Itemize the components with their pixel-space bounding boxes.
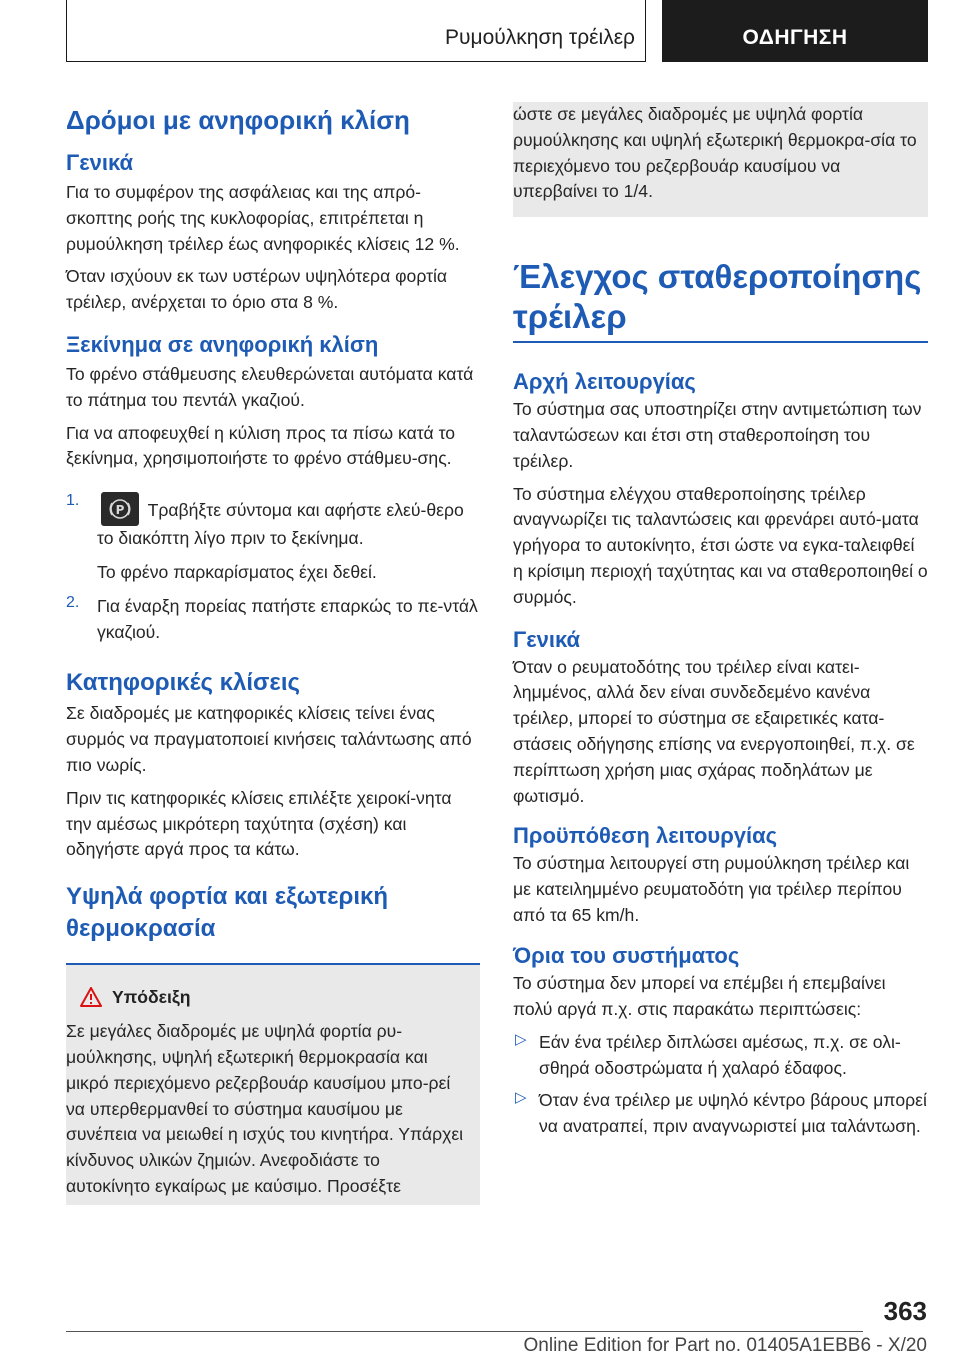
warning-text-continued: ώστε σε μεγάλες διαδρομές με υψηλά φορτία ρυμούλκησης και υψηλή εξωτερική θερμοκρα-σία το περιεχόμενο του ρεζερβουάρ καυσίμου να υπερβαίνει το 1/4. [513,104,917,202]
parking-brake-switch-icon [101,492,139,526]
section-divider [513,341,928,343]
warning-box [66,965,480,1205]
list-item: ▷ Εάν ένα τρέιλερ διπλώσει αμέσως, π.χ. σε ολι-σθηρά οδοστρώματα ή χαλαρό έδαφος. [515,1031,901,1079]
step-text: Για έναρξη πορείας πατήστε επαρκώς το πε-ντάλ γκαζιού. [97,595,478,642]
heading-prerequisite: Προϋπόθεση λειτουργίας [513,823,778,849]
warning-text: Σε μεγάλες διαδρομές με υψηλά φορτία ρυ-μούλκησης, υψηλή εξωτερική θερμοκρασία και μικρό περιεχόμενο ρεζερβουάρ καυσίμου μπο-ρεί να υπερθερμανθεί το σύστημα καυσίμου με συνέπεια να μειωθεί η ισχύς του κινητήρα. Υπάρχει κίνδυνος υλικών ζημιών. Ανεφοδιάστε το αυτοκίνητο εγκαίρως με καύσιμο. Προσέξτε [66,1021,464,1196]
heading-system-limits: Όρια του συστήματος [513,942,740,968]
right-column [513,102,928,1140]
step-result: Το φρένο παρκαρίσματος έχει δεθεί. [97,561,377,582]
list-item: ▷ Όταν ένα τρέιλερ με υψηλό κέντρο βάρους μπορεί να ανατραπεί, πριν αναγνωριστεί μια ταλάντωση. [515,1088,927,1136]
page-header [66,0,928,64]
principle-paragraph-2: Το σύστημα ελέγχου σταθεροποίησης τρέιλερ αναγνωρίζει τις ταλαντώσεις και φρενάρει αυτό-ματα γρήγορα το αυτοκίνητο, έτσι ώστε να εγκα-ταλειφθεί η κρίσιμη περιοχή ταχύτητας και να σταθεροποιηθεί ο συρμός. [513,483,928,607]
step-1 [66,492,480,586]
heading-start-on-incline: Ξεκίνημα σε ανηφορική κλίση [66,331,379,357]
step-2 [66,594,480,646]
step-number: 1. [66,492,80,510]
page-title: Δρόμοι με ανηφορική κλίση [66,105,410,135]
heading-general: Γενικά [66,150,134,175]
step-text: P Τραβήξτε σύντομα και αφήστε ελεύ-θερο το διακόπτη λίγο πριν το ξεκίνημα. [97,492,480,552]
heading-high-loads: Υψηλά φορτία και εξωτερική θερμοκρασία [66,883,389,943]
general-paragraph-1: Για το συμφέρον της ασφάλειας και της απρό-σκοπτης ροής της κυκλοφορίας, επιτρέπεται η ρυμούλκηση τρέιλερ έως ανηφορικές κλίσεις 12 %. [66,182,460,254]
general-right-paragraph: Όταν ο ρευματοδότης του τρέιλερ είναι κατει-λημμένος, αλλά δεν είναι συνδεδεμένο κανένα τρέιλερ, μπορεί το σύστημα σε εξαιρετικές κατα-στάσεις οδήγησης επίσης να ενεργοποιηθεί, π.χ. σε περίπτωση χρήση μιας σχάρας ποδηλάτων με φωτισμό. [513,656,915,806]
chapter-tab [662,0,928,62]
warning-box-continued [513,102,928,217]
general-paragraph-2: Όταν ισχύουν εκ των υστέρων υψηλότερα φορτία τρέιλερ, ανέρχεται το όριο στα 8 %. [66,266,448,313]
heading-downhill: Κατηφορικές κλίσεις [66,669,300,697]
warning-triangle-icon [80,987,102,1012]
warning-title: Υπόδειξη [112,987,191,1008]
warning-header [66,987,468,1015]
principle-paragraph-1: Το σύστημα σας υποστηρίζει στην αντιμετώπιση των ταλαντώσεων και έτσι στη σταθεροποίηση του τρέιλερ. [513,399,922,471]
section-title: Έλεγχος σταθεροποίησης τρέιλερ [513,258,922,336]
prerequisite-paragraph: Το σύστημα λειτουργεί στη ρυμούλκηση τρέιλερ και με κατειλημμένο ρευματοδότη για τρέιλερ περίπου από τα 65 km/h. [513,853,910,925]
left-column [66,104,480,1205]
edition-label: Online Edition for Part no. 01405A1EBB6 - X/20 [523,1335,927,1356]
page-number: 363 [883,1296,927,1326]
heading-principle: Αρχή λειτουργίας [513,369,696,395]
start-paragraph-2: Για να αποφευχθεί η κύλιση προς τα πίσω κατά το ξεκίνημα, χρησιμοποιήστε το φρένο στάθμευ-σης. [66,422,456,469]
start-paragraph-1: Το φρένο στάθμευσης ελευθερώνεται αυτόματα κατά το πάτημα του πεντάλ γκαζιού. [66,363,474,410]
downhill-paragraph-2: Πριν τις κατηφορικές κλίσεις επιλέξτε χειροκί-νητα την αμέσως μικρότερη ταχύτητα (σχέση) και οδηγήστε αργά προς τα κάτω. [66,787,452,860]
limits-paragraph: Το σύστημα δεν μπορεί να επέμβει ή επεμβαίνει πολύ αργά π.χ. στις παρακάτω περιπτώσεις: [513,972,886,1019]
section-tab [66,0,646,62]
footer-divider [66,1331,863,1332]
heading-general-right: Γενικά [513,626,581,652]
step-number: 2. [66,593,80,611]
bullet-triangle-icon: ▷ [515,1031,527,1049]
chapter-title: ΟΔΗΓΗΣΗ [742,26,848,49]
section-title: Ρυμούλκηση τρέιλερ [445,26,635,49]
svg-text:P: P [115,503,125,518]
downhill-paragraph-1: Σε διαδρομές με κατηφορικές κλίσεις τείνει ένας συρμός να πραγματοποιεί κινήσεις ταλάντωσης από πιο νωρίς. [66,703,472,775]
bullet-triangle-icon: ▷ [515,1088,527,1106]
